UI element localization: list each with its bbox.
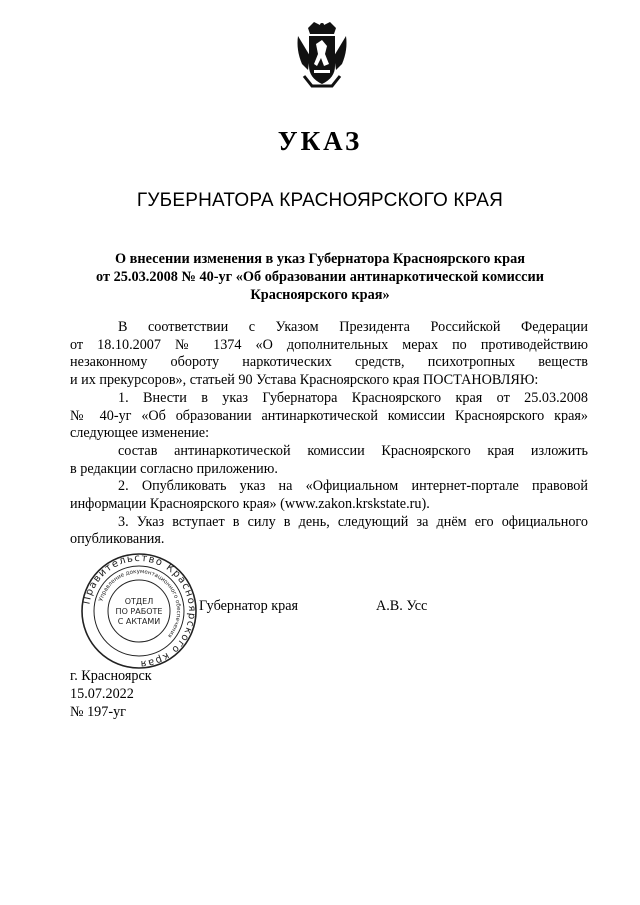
document-body: [70, 319, 588, 549]
stamp-center-line: ОТДЕЛ: [124, 597, 154, 606]
body-line: следующее изменение:: [70, 425, 210, 442]
body-line: 2. Опубликовать указ на «Официальном интернет-портале правовой: [118, 478, 588, 495]
document-date: 15.07.2022: [70, 686, 134, 702]
heading-line: О внесении изменения в указ Губернатора Красноярского края: [114, 251, 525, 267]
stamp-outer-text: Правительство Красноярского края: [81, 552, 198, 670]
paragraph-item-2: [70, 478, 588, 513]
paragraph-preamble: [70, 319, 588, 390]
signatory-position: Губернатор края: [199, 598, 299, 614]
body-line: информации Красноярского края» (www.zakon.krskstate.ru).: [70, 496, 430, 513]
document-city: г. Красноярск: [70, 668, 152, 684]
paragraph-item-1-text: [70, 443, 588, 478]
stamp-center-line: С АКТАМИ: [117, 617, 161, 626]
official-stamp: [80, 552, 198, 670]
stamp-inner-text: Управление документационного обеспечения: [98, 568, 182, 639]
signatory-name: А.В. Усс: [376, 598, 428, 614]
document-meta: [70, 667, 152, 721]
heading-line: от 25.03.2008 № 40-уг «Об образовании антинаркотической комиссии: [96, 269, 544, 285]
stamp-center-line: ПО РАБОТЕ: [115, 607, 163, 616]
body-line: 1. Внести в указ Губернатора Красноярского края от 25.03.2008: [118, 389, 588, 406]
heading-line: Красноярского края»: [250, 287, 390, 303]
paragraph-item-3: [70, 514, 588, 549]
document-number: № 197-уг: [70, 704, 127, 720]
body-line: и их прекурсоров», статьей 90 Устава Красноярского края ПОСТАНОВЛЯЮ:: [70, 372, 539, 389]
coat-of-arms-icon: [294, 20, 350, 90]
body-line: состав антинаркотической комиссии Красноярского края изложить: [118, 442, 588, 459]
document-heading: [70, 250, 570, 304]
body-line: В соответствии с Указом Президента Российской Федерации: [118, 319, 588, 335]
body-line: незаконному обороту наркотических средств, психотропных веществ: [70, 354, 588, 371]
paragraph-item-1: [70, 390, 588, 443]
body-line: от 18.10.2007 № 1374 «О дополнительных мерах по противодействию: [70, 336, 588, 353]
body-line: № 40-уг «Об образовании антинаркотической комиссии Красноярского края»: [70, 407, 588, 424]
body-line: 3. Указ вступает в силу в день, следующий за днём его официального: [118, 513, 588, 530]
document-subtitle: ГУБЕРНАТОРА КРАСНОЯРСКОГО КРАЯ: [136, 190, 504, 211]
body-line: опубликования.: [70, 531, 165, 548]
body-line: в редакции согласно приложению.: [70, 460, 278, 477]
document-title: УКАЗ: [277, 126, 363, 156]
